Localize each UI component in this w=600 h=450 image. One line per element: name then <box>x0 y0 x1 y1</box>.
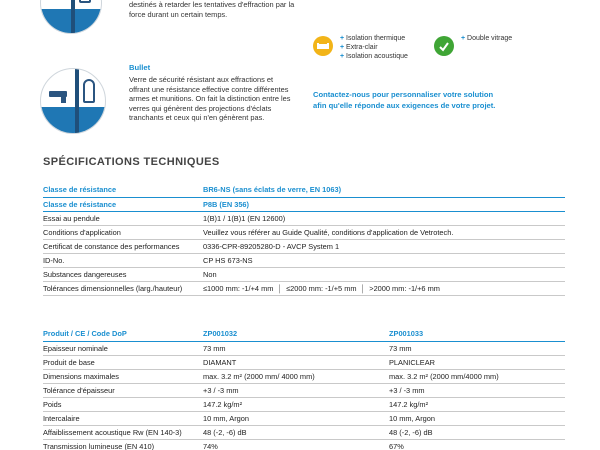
table-row <box>43 341 565 355</box>
column-header: ZP001033 <box>389 327 565 341</box>
product-value-1: 10 mm, Argon <box>203 411 389 425</box>
table-row <box>43 197 565 211</box>
product-value-1: DIAMANT <box>203 355 389 369</box>
product-value-1: 48 (-2, -6) dB <box>203 425 389 439</box>
product-value-2: 73 mm <box>389 341 565 355</box>
table-row <box>43 183 565 197</box>
table-row <box>43 211 565 225</box>
product-label: Affaiblissement acoustique Rw (EN 140-3) <box>43 425 203 439</box>
spec-value: CP HS 673-NS <box>203 253 565 267</box>
product-label: Intercalaire <box>43 411 203 425</box>
pictogram-glass-pane <box>75 69 79 133</box>
table-row <box>43 239 565 253</box>
product-value-2: 48 (-2, -6) dB <box>389 425 565 439</box>
spec-section-title: SPÉCIFICATIONS TECHNIQUES <box>43 156 220 168</box>
product-label: Transmission lumineuse (EN 410) <box>43 439 203 450</box>
product-value-1: 147.2 kg/m² <box>203 397 389 411</box>
tolerance-value: >2000 mm: -1/+6 mm <box>369 283 440 293</box>
spec-label: ID-No. <box>43 253 203 267</box>
pictogram-glass-pane <box>71 0 75 33</box>
tolerance-values <box>203 281 565 295</box>
feature-list-2 <box>461 34 512 43</box>
column-header: Produit / CE / Code DoP <box>43 327 203 341</box>
tolerance-value: ≤2000 mm: -1/+5 mm <box>286 283 357 293</box>
product-value-1: max. 3.2 m² (2000 mm/ 4000 mm) <box>203 369 389 383</box>
spec-label: Conditions d'application <box>43 225 203 239</box>
bullet-pictogram <box>40 68 106 134</box>
person-icon <box>79 0 91 3</box>
sofa-icon <box>313 36 333 56</box>
text-line: Contactez-nous pour personnaliser votre solution <box>313 90 494 99</box>
table-row <box>43 267 565 281</box>
table-row <box>43 253 565 267</box>
column-header: ZP001032 <box>203 327 389 341</box>
product-value-2: 67% <box>389 439 565 450</box>
text-line: destinés à retarder les tentatives d'effraction par la <box>129 0 295 9</box>
person-icon <box>83 79 95 103</box>
feature-item: + Double vitrage <box>461 34 512 43</box>
product-value-2: 147.2 kg/m² <box>389 397 565 411</box>
feature-item: + Isolation acoustique <box>340 52 408 61</box>
effraction-pictogram <box>40 0 102 34</box>
product-value-1: 74% <box>203 439 389 450</box>
contact-text <box>313 89 495 111</box>
tolerance-value: ≤1000 mm: -1/+4 mm <box>203 283 274 293</box>
spec-value: BR6-NS (sans éclats de verre, EN 1063) <box>203 183 565 197</box>
product-value-2: max. 3.2 m² (2000 mm/4000 mm) <box>389 369 565 383</box>
table-row <box>43 369 565 383</box>
table-row <box>43 355 565 369</box>
text-line: force durant un certain temps. <box>129 9 228 19</box>
gun-handle <box>61 95 66 103</box>
separator: │ <box>275 283 285 293</box>
table-row <box>43 425 565 439</box>
text-line: afin qu'elle réponde aux exigences de votre projet. <box>313 101 496 110</box>
product-label: Poids <box>43 397 203 411</box>
table-row <box>43 411 565 425</box>
text-line: Verre de sécurité résistant aux effractions et <box>129 75 274 84</box>
table-row <box>43 397 565 411</box>
product-label: Dimensions maximales <box>43 369 203 383</box>
table-header-row <box>43 327 565 341</box>
product-table <box>43 327 565 450</box>
text-line: verres qui génèrent des projections d'éclats <box>129 103 272 113</box>
effraction-description <box>129 0 309 19</box>
pictogram-band <box>41 107 105 133</box>
spec-value: 1(B)1 / 1(B)1 (EN 12600) <box>203 211 565 225</box>
spec-label: Tolérances dimensionnelles (larg./hauteur) <box>43 281 203 295</box>
spec-value: Veuillez vous référer au Guide Qualité, conditions d'application de Vetrotech. <box>203 225 565 239</box>
feature-item: + Isolation thermique <box>340 34 408 43</box>
text-line: offrant une résistance effective contre différentes <box>129 84 289 94</box>
spec-value: 0336-CPR-89205280-D - AVCP System 1 <box>203 239 565 253</box>
spec-label: Certificat de constance des performances <box>43 239 203 253</box>
spec-label: Classe de résistance <box>43 183 203 197</box>
table-row <box>43 439 565 450</box>
product-value-1: 73 mm <box>203 341 389 355</box>
spec-value: P8B (EN 356) <box>203 197 565 211</box>
spec-label: Substances dangereuses <box>43 267 203 281</box>
product-label: Tolérance d'épaisseur <box>43 383 203 397</box>
table-row <box>43 281 565 295</box>
product-value-2: PLANICLEAR <box>389 355 565 369</box>
spec-label: Essai au pendule <box>43 211 203 225</box>
table-row <box>43 383 565 397</box>
bullet-description <box>129 75 309 123</box>
feature-list <box>340 34 408 62</box>
text-line: armes et munitions. On fait la distinction entre les <box>129 94 291 104</box>
product-value-2: +3 / -3 mm <box>389 383 565 397</box>
table-row <box>43 225 565 239</box>
spec-value: Non <box>203 267 565 281</box>
bullet-title: Bullet <box>129 63 151 72</box>
product-value-2: 10 mm, Argon <box>389 411 565 425</box>
separator: │ <box>358 283 368 293</box>
feature-item: + Extra-clair <box>340 43 408 52</box>
product-label: Produit de base <box>43 355 203 369</box>
product-label: Epaisseur nominale <box>43 341 203 355</box>
product-value-1: +3 / -3 mm <box>203 383 389 397</box>
spec-label: Classe de résistance <box>43 197 203 211</box>
spec-table <box>43 183 565 296</box>
leaf-check-icon <box>434 36 454 56</box>
text-line: tranchants et ceux qui n'en génèrent pas. <box>129 113 265 123</box>
